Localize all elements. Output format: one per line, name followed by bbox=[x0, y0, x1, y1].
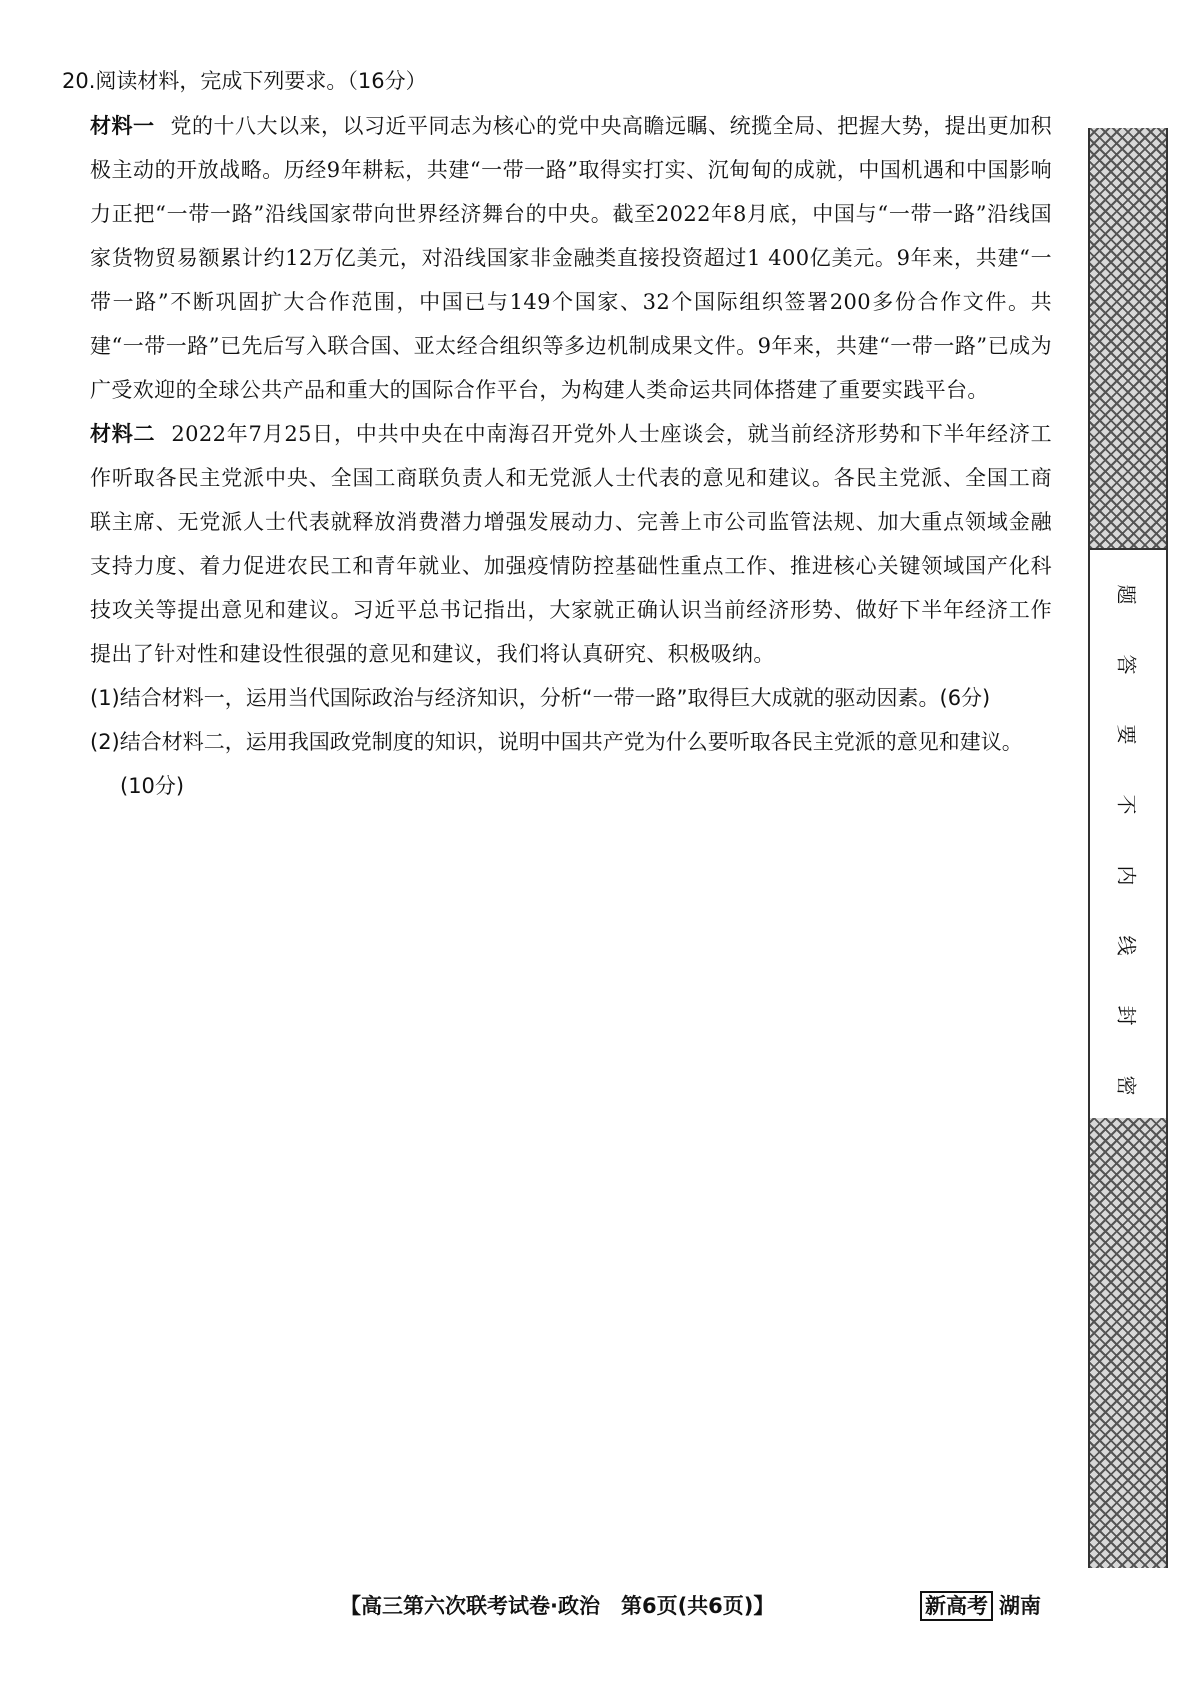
material-one bbox=[90, 104, 1052, 412]
seal-char: 不 bbox=[1114, 794, 1139, 815]
question-20 bbox=[62, 64, 1052, 808]
sub-question-2-points: (10分) bbox=[120, 774, 185, 798]
material-one-text: 党的十八大以来，以习近平同志为核心的党中央高瞻远瞩、统揽全局、把握大势，提出更加积极主动的开放战略。历经9年耕耘，共建“一带一路”取得实打实、沉甸甸的成就，中国机遇和中国影响力正把“一带一路”沿线国家带向世界经济舞台的中央。截至2022年8月底，中国与“一带一路”沿线国家货物贸易额累计约12万亿美元，对沿线国家非金融类直接投资超过1 400亿美元。9年来，共建“一带一路”不断巩固扩大合作范围，中国已与149个国家、32个国际组织签署200多份合作文件。共建“一带一路”已先后写入联合国、亚太经合组织等多边机制成果文件。9年来，共建“一带一路”已成为广受欢迎的全球公共产品和重大的国际合作平台，为构建人类命运共同体搭建了重要实践平台。 bbox=[90, 114, 1052, 402]
sub-question-1: (1)结合材料一，运用当代国际政治与经济知识，分析“一带一路”取得巨大成就的驱动因素。(6分) bbox=[90, 686, 991, 710]
security-pattern-bottom bbox=[1090, 1118, 1166, 1568]
seal-char: 答 bbox=[1114, 654, 1139, 675]
material-two bbox=[90, 412, 1052, 676]
seal-char: 密 bbox=[1114, 1075, 1139, 1096]
material-two-text: 2022年7月25日，中共中央在中南海召开党外人士座谈会，就当前经济形势和下半年经济工作听取各民主党派中央、全国工商联负责人和无党派人士代表的意见和建议。各民主党派、全国工商联主席、无党派人士代表就释放消费潜力增强发展动力、完善上市公司监管法规、加大重点领域金融支持力度、着力促进农民工和青年就业、加强疫情防控基础性重点工作、推进核心关键领域国产化科技攻关等提出意见和建议。习近平总书记指出，大家就正确认识当前经济形势、做好下半年经济工作提出了针对性和建设性很强的意见和建议，我们将认真研究、积极吸纳。 bbox=[90, 422, 1052, 666]
sub-question-2: (2)结合材料二，运用我国政党制度的知识，说明中国共产党为什么要听取各民主党派的意见和建议。 bbox=[90, 730, 1023, 754]
seal-char: 要 bbox=[1114, 724, 1139, 745]
security-pattern-top bbox=[1090, 128, 1166, 548]
question-title: 20.阅读材料，完成下列要求。（16分） bbox=[62, 69, 427, 93]
binding-strip bbox=[1088, 128, 1168, 1568]
material-one-label: 材料一 bbox=[90, 114, 155, 138]
seal-char: 内 bbox=[1114, 865, 1139, 886]
seal-char: 题 bbox=[1114, 584, 1139, 605]
page-footer bbox=[0, 1590, 1200, 1630]
seal-char: 封 bbox=[1114, 1005, 1139, 1026]
region-label: 湖南 bbox=[999, 1594, 1041, 1618]
footer-region-tag bbox=[920, 1590, 1041, 1621]
exam-type-badge: 新高考 bbox=[920, 1591, 993, 1621]
seal-char: 线 bbox=[1114, 935, 1139, 956]
material-two-label: 材料二 bbox=[90, 422, 156, 446]
seal-line-area bbox=[1090, 548, 1166, 1122]
exam-title: 【高三第六次联考试卷·政治 第6页(共6页)】 bbox=[340, 1594, 775, 1618]
